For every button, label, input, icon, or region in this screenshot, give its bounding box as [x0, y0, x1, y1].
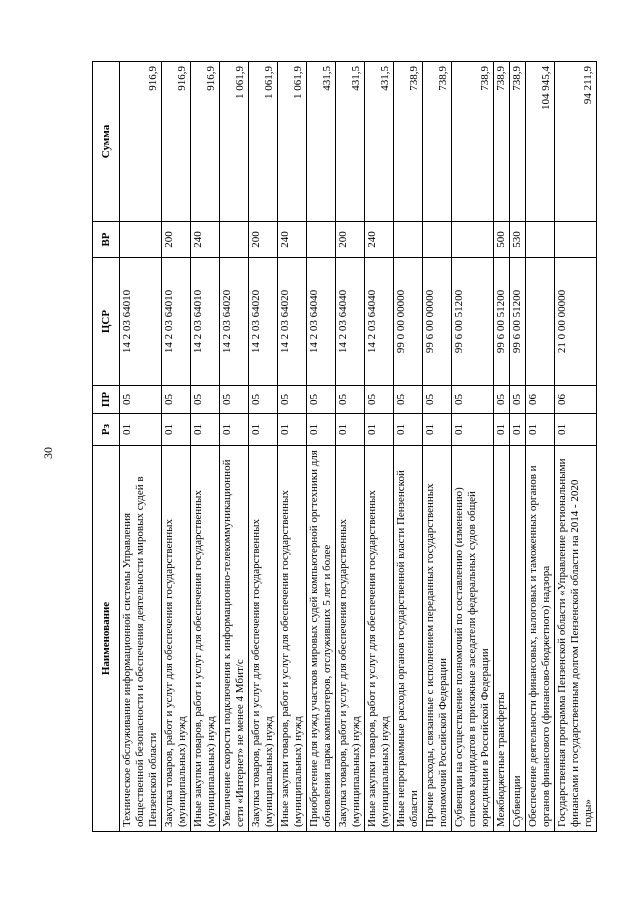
cell-name: Иные закупки товаров, работ и услуг для обеспечения государственных (муниципальных) нужд [191, 446, 220, 832]
cell-pr: 05 [307, 386, 336, 414]
cell-csr: 14 2 03 64020 [220, 258, 249, 386]
cell-rz: 01 [249, 414, 278, 446]
cell-vr [423, 222, 452, 258]
cell-pr: 06 [526, 386, 555, 414]
cell-pr: 05 [394, 386, 423, 414]
cell-rz: 01 [555, 414, 597, 446]
cell-csr: 14 2 03 64040 [336, 258, 365, 386]
table-row [365, 62, 394, 832]
cell-sum: 738,9 [510, 62, 526, 222]
cell-name: Техническое обслуживание информационной системы Управления общественной безопасности и обеспечения деятельности мировых судей в Пензенской области [120, 446, 162, 832]
cell-vr: 200 [162, 222, 191, 258]
cell-sum: 1 061,9 [278, 62, 307, 222]
cell-rz: 01 [120, 414, 162, 446]
table-row [249, 62, 278, 832]
cell-rz: 01 [278, 414, 307, 446]
table-row [278, 62, 307, 832]
header-vr: ВР [93, 222, 120, 258]
table-row [191, 62, 220, 832]
header-rz: Рз [93, 414, 120, 446]
cell-csr: 14 2 03 64010 [120, 258, 162, 386]
cell-rz: 01 [494, 414, 510, 446]
cell-csr: 14 2 03 64010 [191, 258, 220, 386]
budget-table [92, 61, 597, 832]
cell-name: Межбюджетные трансферты [494, 446, 510, 832]
cell-csr [526, 258, 555, 386]
cell-rz: 01 [510, 414, 526, 446]
cell-name: Увеличение скорости подключения к информационно-телекоммуникационной сети «Интернет» не менее 4 Мбит/с [220, 446, 249, 832]
cell-name: Закупка товаров, работ и услуг для обеспечения государственных (муниципальных) нужд [249, 446, 278, 832]
cell-sum: 916,9 [120, 62, 162, 222]
page-number: 30 [41, 447, 55, 459]
cell-pr: 05 [494, 386, 510, 414]
cell-pr: 05 [162, 386, 191, 414]
cell-pr: 05 [191, 386, 220, 414]
cell-vr: 530 [510, 222, 526, 258]
table-row [336, 62, 365, 832]
cell-sum: 94 211,9 [555, 62, 597, 222]
table-row [526, 62, 555, 832]
cell-rz: 01 [307, 414, 336, 446]
cell-name: Прочие расходы, связанные с исполнением переданных государственных полномочий Российской Федерации [423, 446, 452, 832]
table-row [394, 62, 423, 832]
cell-pr: 05 [452, 386, 494, 414]
cell-rz: 01 [526, 414, 555, 446]
table-row [510, 62, 526, 832]
table-body [120, 62, 597, 832]
cell-name: Обеспечение деятельности финансовых, налоговых и таможенных органов и органов финансового (финансово-бюджетного) надзора [526, 446, 555, 832]
cell-sum: 738,9 [423, 62, 452, 222]
cell-name: Иные закупки товаров, работ и услуг для обеспечения государственных (муниципальных) нужд [278, 446, 307, 832]
table-row [307, 62, 336, 832]
table-header-row [93, 62, 120, 832]
cell-sum: 738,9 [452, 62, 494, 222]
cell-sum: 738,9 [394, 62, 423, 222]
header-csr: ЦСР [93, 258, 120, 386]
cell-sum: 1 061,9 [249, 62, 278, 222]
cell-csr: 14 2 03 64040 [365, 258, 394, 386]
cell-csr: 99 6 00 00000 [423, 258, 452, 386]
cell-rz: 01 [336, 414, 365, 446]
cell-csr: 14 2 03 64010 [162, 258, 191, 386]
cell-pr: 05 [510, 386, 526, 414]
cell-pr: 05 [365, 386, 394, 414]
cell-rz: 01 [423, 414, 452, 446]
cell-name: Закупка товаров, работ и услуг для обеспечения государственных (муниципальных) нужд [336, 446, 365, 832]
cell-sum: 738,9 [494, 62, 510, 222]
cell-pr: 05 [278, 386, 307, 414]
cell-name: Закупка товаров, работ и услуг для обеспечения государственных (муниципальных) нужд [162, 446, 191, 832]
table-row [120, 62, 162, 832]
cell-csr: 99 6 00 51200 [452, 258, 494, 386]
cell-vr: 200 [249, 222, 278, 258]
table-row [220, 62, 249, 832]
cell-name: Иные непрограммные расходы органов государственной власти Пензенской области [394, 446, 423, 832]
cell-csr: 14 2 03 64020 [278, 258, 307, 386]
cell-vr [307, 222, 336, 258]
cell-pr: 05 [423, 386, 452, 414]
cell-vr: 240 [365, 222, 394, 258]
cell-vr [555, 222, 597, 258]
cell-sum: 431,5 [307, 62, 336, 222]
cell-vr: 240 [191, 222, 220, 258]
cell-csr: 14 2 03 64040 [307, 258, 336, 386]
table-row [162, 62, 191, 832]
cell-rz: 01 [452, 414, 494, 446]
cell-csr: 21 0 00 00000 [555, 258, 597, 386]
cell-vr: 500 [494, 222, 510, 258]
cell-rz: 01 [162, 414, 191, 446]
cell-name: Государственная программа Пензенской области «Управление региональными финансами и государственным долгом Пензенской области на 2014 - 2020 годы» [555, 446, 597, 832]
cell-name: Иные закупки товаров, работ и услуг для обеспечения государственных (муниципальных) нужд [365, 446, 394, 832]
header-name: Наименование [93, 446, 120, 832]
cell-vr [526, 222, 555, 258]
cell-csr: 99 0 00 00000 [394, 258, 423, 386]
cell-pr: 05 [120, 386, 162, 414]
cell-vr [452, 222, 494, 258]
table-row [494, 62, 510, 832]
cell-pr: 05 [249, 386, 278, 414]
cell-sum: 1 061,9 [220, 62, 249, 222]
cell-pr: 05 [336, 386, 365, 414]
cell-pr: 06 [555, 386, 597, 414]
table-row [452, 62, 494, 832]
header-sum: Сумма [93, 62, 120, 222]
cell-rz: 01 [394, 414, 423, 446]
cell-name: Субвенции на осуществление полномочий по составлению (изменению) списков кандидатов в присяжные заседатели федеральных судов общей юрисдикции в Российской Федерации [452, 446, 494, 832]
cell-name: Субвенции [510, 446, 526, 832]
cell-csr: 99 6 00 51200 [510, 258, 526, 386]
cell-vr: 240 [278, 222, 307, 258]
cell-sum: 104 945,4 [526, 62, 555, 222]
cell-rz: 01 [191, 414, 220, 446]
cell-rz: 01 [220, 414, 249, 446]
header-pr: ПР [93, 386, 120, 414]
rotated-table-container [92, 62, 594, 832]
cell-vr [394, 222, 423, 258]
table-row [555, 62, 597, 832]
cell-csr: 99 6 00 51200 [494, 258, 510, 386]
cell-sum: 431,5 [365, 62, 394, 222]
cell-sum: 916,9 [191, 62, 220, 222]
table-row [423, 62, 452, 832]
cell-vr [220, 222, 249, 258]
cell-name: Приобретение для нужд участков мировых судей компьютерной оргтехники для обновления парка компьютеров, отслуживших 5 лет и более [307, 446, 336, 832]
cell-sum: 431,5 [336, 62, 365, 222]
cell-rz: 01 [365, 414, 394, 446]
cell-sum: 916,9 [162, 62, 191, 222]
cell-csr: 14 2 03 64020 [249, 258, 278, 386]
cell-vr [120, 222, 162, 258]
cell-pr: 05 [220, 386, 249, 414]
cell-vr: 200 [336, 222, 365, 258]
